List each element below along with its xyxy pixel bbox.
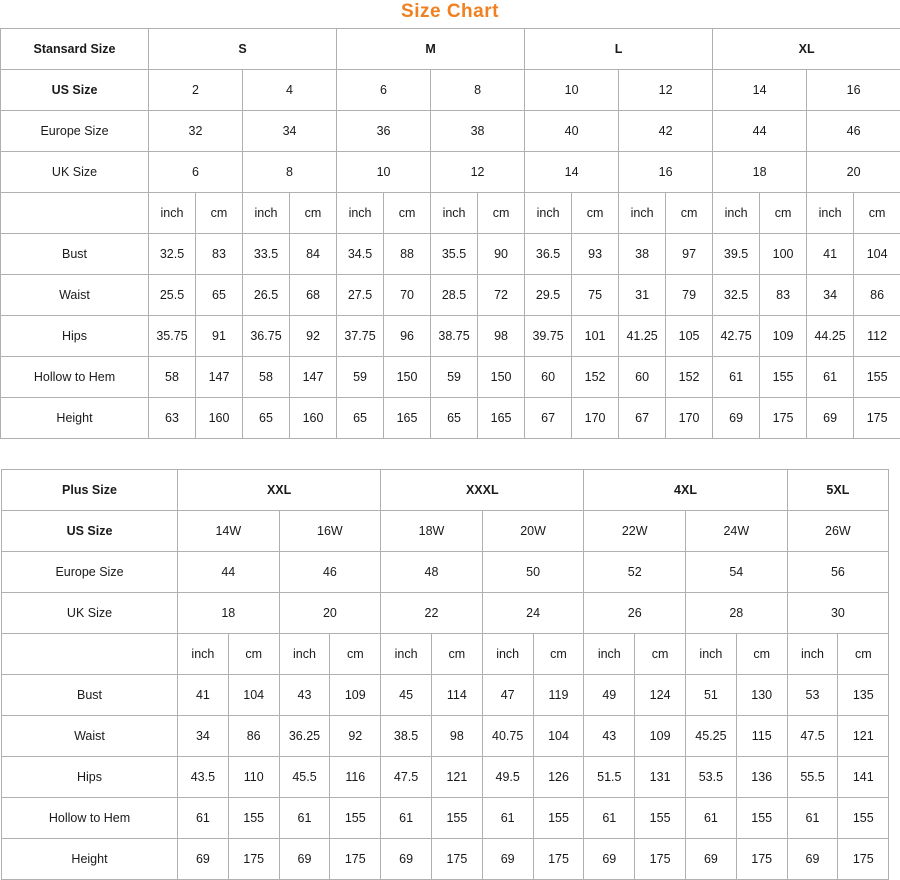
row-label-us-size: US Size — [1, 70, 149, 111]
cell-waist-11: 79 — [666, 275, 713, 316]
table-row-hips — [2, 757, 889, 798]
table-row-uk-size — [2, 593, 889, 634]
cell-hips-10: 53.5 — [686, 757, 737, 798]
table-row-height — [2, 839, 889, 880]
row-label-units — [1, 193, 149, 234]
cell-bust-6: 35.5 — [431, 234, 478, 275]
cell-us-size-0: 2 — [149, 70, 243, 111]
cell-height-10: 69 — [686, 839, 737, 880]
unit-cell-11: cm — [736, 634, 787, 675]
cell-waist-14: 34 — [807, 275, 854, 316]
cell-hollow-2: 58 — [243, 357, 290, 398]
cell-hollow-5: 155 — [431, 798, 482, 839]
cell-hips-13: 109 — [760, 316, 807, 357]
cell-waist-9: 109 — [635, 716, 686, 757]
cell-hips-11: 105 — [666, 316, 713, 357]
table-separator — [0, 439, 900, 469]
unit-cell-8: inch — [525, 193, 572, 234]
cell-bust-3: 84 — [290, 234, 337, 275]
cell-waist-6: 28.5 — [431, 275, 478, 316]
cell-height-8: 69 — [584, 839, 635, 880]
size-group-xxxl: XXXL — [381, 470, 584, 511]
cell-hips-3: 92 — [290, 316, 337, 357]
cell-waist-1: 65 — [196, 275, 243, 316]
cell-height-7: 165 — [478, 398, 525, 439]
cell-uk-size-6: 18 — [713, 152, 807, 193]
cell-waist-3: 92 — [330, 716, 381, 757]
cell-hollow-3: 147 — [290, 357, 337, 398]
unit-cell-2: inch — [243, 193, 290, 234]
cell-europe-size-3: 50 — [482, 552, 584, 593]
cell-hollow-0: 58 — [149, 357, 196, 398]
corner-label: Stansard Size — [1, 29, 149, 70]
row-label-hips: Hips — [2, 757, 178, 798]
corner-label: Plus Size — [2, 470, 178, 511]
cell-europe-size-2: 36 — [337, 111, 431, 152]
unit-cell-6: inch — [482, 634, 533, 675]
unit-cell-8: inch — [584, 634, 635, 675]
table-row-hollow-to-hem — [2, 798, 889, 839]
cell-bust-4: 45 — [381, 675, 432, 716]
unit-cell-5: cm — [384, 193, 431, 234]
cell-height-14: 69 — [807, 398, 854, 439]
cell-europe-size-0: 44 — [178, 552, 280, 593]
cell-uk-size-5: 16 — [619, 152, 713, 193]
cell-bust-15: 104 — [854, 234, 900, 275]
cell-us-size-4: 22W — [584, 511, 686, 552]
cell-hips-12: 42.75 — [713, 316, 760, 357]
cell-us-size-6: 14 — [713, 70, 807, 111]
size-group-s: S — [149, 29, 337, 70]
cell-bust-1: 104 — [228, 675, 279, 716]
cell-hollow-10: 60 — [619, 357, 666, 398]
cell-us-size-6: 26W — [787, 511, 889, 552]
size-group-m: M — [337, 29, 525, 70]
cell-waist-9: 75 — [572, 275, 619, 316]
cell-hollow-1: 147 — [196, 357, 243, 398]
cell-uk-size-6: 30 — [787, 593, 889, 634]
cell-hollow-8: 60 — [525, 357, 572, 398]
cell-height-12: 69 — [787, 839, 838, 880]
cell-europe-size-4: 52 — [584, 552, 686, 593]
table-row-europe-size — [2, 552, 889, 593]
cell-bust-9: 124 — [635, 675, 686, 716]
table-row-units — [2, 634, 889, 675]
cell-waist-8: 43 — [584, 716, 635, 757]
cell-bust-10: 51 — [686, 675, 737, 716]
table-row-header — [1, 29, 900, 70]
cell-uk-size-3: 24 — [482, 593, 584, 634]
unit-cell-12: inch — [787, 634, 838, 675]
cell-uk-size-1: 20 — [279, 593, 381, 634]
cell-waist-7: 72 — [478, 275, 525, 316]
unit-cell-6: inch — [431, 193, 478, 234]
cell-hips-0: 35.75 — [149, 316, 196, 357]
cell-hips-5: 121 — [431, 757, 482, 798]
cell-hollow-2: 61 — [279, 798, 330, 839]
row-label-hollow-to-hem: Hollow to Hem — [2, 798, 178, 839]
cell-hips-12: 55.5 — [787, 757, 838, 798]
unit-cell-7: cm — [533, 634, 584, 675]
cell-bust-10: 38 — [619, 234, 666, 275]
cell-hips-1: 91 — [196, 316, 243, 357]
unit-cell-4: inch — [381, 634, 432, 675]
cell-bust-13: 135 — [838, 675, 889, 716]
cell-height-8: 67 — [525, 398, 572, 439]
cell-uk-size-5: 28 — [686, 593, 788, 634]
cell-waist-7: 104 — [533, 716, 584, 757]
cell-waist-3: 68 — [290, 275, 337, 316]
unit-cell-4: inch — [337, 193, 384, 234]
cell-hips-1: 110 — [228, 757, 279, 798]
cell-europe-size-4: 40 — [525, 111, 619, 152]
cell-bust-8: 49 — [584, 675, 635, 716]
cell-bust-7: 119 — [533, 675, 584, 716]
row-label-hips: Hips — [1, 316, 149, 357]
cell-waist-4: 38.5 — [381, 716, 432, 757]
unit-cell-7: cm — [478, 193, 525, 234]
cell-height-11: 170 — [666, 398, 713, 439]
cell-hollow-3: 155 — [330, 798, 381, 839]
cell-us-size-2: 6 — [337, 70, 431, 111]
cell-us-size-5: 12 — [619, 70, 713, 111]
cell-uk-size-3: 12 — [431, 152, 525, 193]
cell-europe-size-6: 56 — [787, 552, 889, 593]
table-row-us-size — [1, 70, 900, 111]
cell-hollow-15: 155 — [854, 357, 900, 398]
table-row-header — [2, 470, 889, 511]
cell-bust-7: 90 — [478, 234, 525, 275]
unit-cell-5: cm — [431, 634, 482, 675]
row-label-waist: Waist — [1, 275, 149, 316]
unit-cell-11: cm — [666, 193, 713, 234]
unit-cell-13: cm — [760, 193, 807, 234]
cell-height-4: 65 — [337, 398, 384, 439]
size-group-xl: XL — [713, 29, 900, 70]
unit-cell-10: inch — [686, 634, 737, 675]
cell-waist-1: 86 — [228, 716, 279, 757]
cell-hips-5: 96 — [384, 316, 431, 357]
unit-cell-12: inch — [713, 193, 760, 234]
cell-us-size-5: 24W — [686, 511, 788, 552]
unit-cell-14: inch — [807, 193, 854, 234]
cell-bust-8: 36.5 — [525, 234, 572, 275]
cell-us-size-7: 16 — [807, 70, 900, 111]
table-row-hips — [1, 316, 900, 357]
cell-bust-2: 33.5 — [243, 234, 290, 275]
row-label-bust: Bust — [1, 234, 149, 275]
cell-waist-8: 29.5 — [525, 275, 572, 316]
table-row-height — [1, 398, 900, 439]
size-group-xxl: XXL — [178, 470, 381, 511]
cell-hips-9: 131 — [635, 757, 686, 798]
cell-height-9: 175 — [635, 839, 686, 880]
cell-waist-0: 25.5 — [149, 275, 196, 316]
cell-bust-2: 43 — [279, 675, 330, 716]
cell-hollow-4: 61 — [381, 798, 432, 839]
unit-cell-9: cm — [635, 634, 686, 675]
cell-waist-10: 45.25 — [686, 716, 737, 757]
unit-cell-0: inch — [178, 634, 229, 675]
cell-europe-size-0: 32 — [149, 111, 243, 152]
unit-cell-3: cm — [290, 193, 337, 234]
cell-waist-15: 86 — [854, 275, 900, 316]
size-group-4xl: 4XL — [584, 470, 787, 511]
cell-height-2: 69 — [279, 839, 330, 880]
cell-waist-5: 98 — [431, 716, 482, 757]
cell-hips-13: 141 — [838, 757, 889, 798]
cell-height-5: 175 — [431, 839, 482, 880]
cell-hips-6: 38.75 — [431, 316, 478, 357]
cell-bust-0: 32.5 — [149, 234, 196, 275]
cell-europe-size-3: 38 — [431, 111, 525, 152]
cell-uk-size-0: 18 — [178, 593, 280, 634]
cell-hollow-9: 152 — [572, 357, 619, 398]
cell-hips-10: 41.25 — [619, 316, 666, 357]
cell-europe-size-2: 48 — [381, 552, 483, 593]
cell-uk-size-2: 10 — [337, 152, 431, 193]
cell-us-size-1: 4 — [243, 70, 337, 111]
table-row-us-size — [2, 511, 889, 552]
cell-hips-0: 43.5 — [178, 757, 229, 798]
table-row-waist — [1, 275, 900, 316]
row-label-units — [2, 634, 178, 675]
cell-hips-3: 116 — [330, 757, 381, 798]
cell-hollow-14: 61 — [807, 357, 854, 398]
cell-hollow-7: 150 — [478, 357, 525, 398]
cell-hips-6: 49.5 — [482, 757, 533, 798]
cell-hips-8: 39.75 — [525, 316, 572, 357]
cell-hollow-9: 155 — [635, 798, 686, 839]
row-label-height: Height — [1, 398, 149, 439]
row-label-waist: Waist — [2, 716, 178, 757]
cell-hollow-13: 155 — [760, 357, 807, 398]
cell-bust-4: 34.5 — [337, 234, 384, 275]
unit-cell-15: cm — [854, 193, 900, 234]
cell-height-1: 175 — [228, 839, 279, 880]
row-label-us-size: US Size — [2, 511, 178, 552]
cell-height-6: 69 — [482, 839, 533, 880]
cell-us-size-3: 8 — [431, 70, 525, 111]
row-label-europe-size: Europe Size — [2, 552, 178, 593]
cell-uk-size-2: 22 — [381, 593, 483, 634]
table-row-hollow-to-hem — [1, 357, 900, 398]
page-title: Size Chart — [0, 0, 900, 28]
row-label-uk-size: UK Size — [2, 593, 178, 634]
cell-height-12: 69 — [713, 398, 760, 439]
cell-height-6: 65 — [431, 398, 478, 439]
cell-height-5: 165 — [384, 398, 431, 439]
cell-us-size-2: 18W — [381, 511, 483, 552]
table-row-bust — [2, 675, 889, 716]
cell-bust-0: 41 — [178, 675, 229, 716]
cell-height-1: 160 — [196, 398, 243, 439]
cell-hips-7: 98 — [478, 316, 525, 357]
cell-waist-0: 34 — [178, 716, 229, 757]
table-row-europe-size — [1, 111, 900, 152]
cell-waist-11: 115 — [736, 716, 787, 757]
cell-hollow-12: 61 — [787, 798, 838, 839]
cell-height-0: 63 — [149, 398, 196, 439]
cell-hollow-11: 155 — [736, 798, 787, 839]
cell-height-13: 175 — [838, 839, 889, 880]
cell-height-3: 175 — [330, 839, 381, 880]
cell-hips-4: 37.75 — [337, 316, 384, 357]
row-label-uk-size: UK Size — [1, 152, 149, 193]
cell-bust-5: 88 — [384, 234, 431, 275]
cell-height-11: 175 — [736, 839, 787, 880]
cell-hollow-12: 61 — [713, 357, 760, 398]
cell-bust-9: 93 — [572, 234, 619, 275]
cell-uk-size-7: 20 — [807, 152, 900, 193]
cell-bust-14: 41 — [807, 234, 854, 275]
cell-bust-11: 130 — [736, 675, 787, 716]
cell-europe-size-1: 34 — [243, 111, 337, 152]
unit-cell-13: cm — [838, 634, 889, 675]
unit-cell-10: inch — [619, 193, 666, 234]
cell-height-10: 67 — [619, 398, 666, 439]
cell-waist-2: 26.5 — [243, 275, 290, 316]
cell-bust-3: 109 — [330, 675, 381, 716]
cell-height-0: 69 — [178, 839, 229, 880]
cell-uk-size-1: 8 — [243, 152, 337, 193]
table-row-waist — [2, 716, 889, 757]
cell-hips-15: 112 — [854, 316, 900, 357]
cell-hollow-6: 61 — [482, 798, 533, 839]
unit-cell-0: inch — [149, 193, 196, 234]
row-label-europe-size: Europe Size — [1, 111, 149, 152]
cell-uk-size-0: 6 — [149, 152, 243, 193]
unit-cell-1: cm — [228, 634, 279, 675]
row-label-bust: Bust — [2, 675, 178, 716]
cell-hips-2: 45.5 — [279, 757, 330, 798]
table-row-uk-size — [1, 152, 900, 193]
row-label-height: Height — [2, 839, 178, 880]
cell-bust-6: 47 — [482, 675, 533, 716]
cell-uk-size-4: 14 — [525, 152, 619, 193]
cell-hollow-4: 59 — [337, 357, 384, 398]
unit-cell-9: cm — [572, 193, 619, 234]
cell-bust-12: 53 — [787, 675, 838, 716]
cell-hollow-5: 150 — [384, 357, 431, 398]
size-group-5xl: 5XL — [787, 470, 889, 511]
cell-bust-5: 114 — [431, 675, 482, 716]
cell-hollow-10: 61 — [686, 798, 737, 839]
cell-hollow-0: 61 — [178, 798, 229, 839]
cell-hollow-8: 61 — [584, 798, 635, 839]
cell-hips-14: 44.25 — [807, 316, 854, 357]
cell-hips-9: 101 — [572, 316, 619, 357]
cell-us-size-0: 14W — [178, 511, 280, 552]
cell-hollow-7: 155 — [533, 798, 584, 839]
size-group-l: L — [525, 29, 713, 70]
cell-height-4: 69 — [381, 839, 432, 880]
cell-waist-10: 31 — [619, 275, 666, 316]
cell-europe-size-5: 54 — [686, 552, 788, 593]
cell-waist-12: 32.5 — [713, 275, 760, 316]
cell-europe-size-7: 46 — [807, 111, 900, 152]
row-label-hollow-to-hem: Hollow to Hem — [1, 357, 149, 398]
cell-hips-4: 47.5 — [381, 757, 432, 798]
standard-size-table-wrapper — [0, 28, 900, 439]
cell-waist-2: 36.25 — [279, 716, 330, 757]
cell-height-15: 175 — [854, 398, 900, 439]
cell-height-13: 175 — [760, 398, 807, 439]
cell-waist-13: 121 — [838, 716, 889, 757]
cell-hollow-6: 59 — [431, 357, 478, 398]
cell-waist-13: 83 — [760, 275, 807, 316]
cell-height-2: 65 — [243, 398, 290, 439]
unit-cell-3: cm — [330, 634, 381, 675]
cell-hips-2: 36.75 — [243, 316, 290, 357]
cell-waist-6: 40.75 — [482, 716, 533, 757]
unit-cell-2: inch — [279, 634, 330, 675]
table-row-bust — [1, 234, 900, 275]
cell-us-size-4: 10 — [525, 70, 619, 111]
cell-europe-size-6: 44 — [713, 111, 807, 152]
table-row-units — [1, 193, 900, 234]
cell-europe-size-5: 42 — [619, 111, 713, 152]
cell-hips-7: 126 — [533, 757, 584, 798]
cell-bust-11: 97 — [666, 234, 713, 275]
unit-cell-1: cm — [196, 193, 243, 234]
cell-hips-11: 136 — [736, 757, 787, 798]
cell-bust-13: 100 — [760, 234, 807, 275]
cell-hollow-13: 155 — [838, 798, 889, 839]
cell-waist-4: 27.5 — [337, 275, 384, 316]
cell-hollow-1: 155 — [228, 798, 279, 839]
cell-bust-1: 83 — [196, 234, 243, 275]
cell-hips-8: 51.5 — [584, 757, 635, 798]
cell-hollow-11: 152 — [666, 357, 713, 398]
plus-size-table — [1, 469, 889, 880]
cell-bust-12: 39.5 — [713, 234, 760, 275]
cell-us-size-3: 20W — [482, 511, 584, 552]
cell-europe-size-1: 46 — [279, 552, 381, 593]
cell-height-9: 170 — [572, 398, 619, 439]
cell-waist-5: 70 — [384, 275, 431, 316]
cell-uk-size-4: 26 — [584, 593, 686, 634]
cell-us-size-1: 16W — [279, 511, 381, 552]
cell-height-3: 160 — [290, 398, 337, 439]
standard-size-table — [0, 28, 900, 439]
cell-waist-12: 47.5 — [787, 716, 838, 757]
cell-height-7: 175 — [533, 839, 584, 880]
